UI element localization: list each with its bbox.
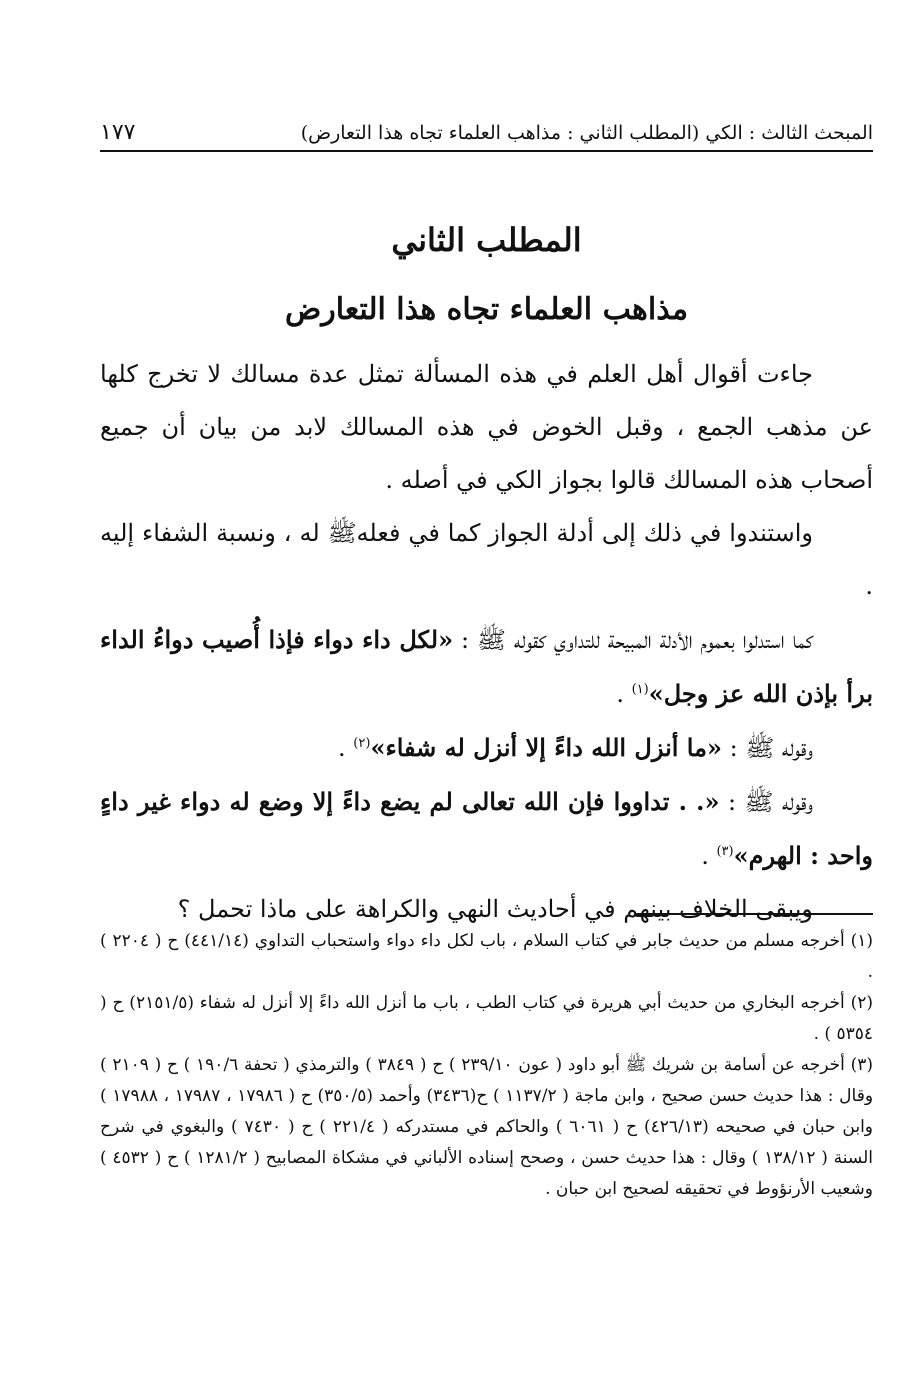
footnote-1: (١) أخرجه مسلم من حديث جابر في كتاب السلام ، باب لكل داء دواء واستحباب التداوي (٤٤١/١٤) ح ( ٢٢٠٤ ) . (100, 931, 873, 982)
hadith-quote-3: «. . تداووا فإن الله تعالى لم يضع داءً إلا وضع له دواء غير داءٍ واحد : الهرم» (100, 787, 873, 870)
paragraph-3 (100, 613, 873, 721)
paragraph-4-intro: وقوله ﷺ : (721, 734, 813, 762)
paragraph-3-intro: كما استدلوا بعموم الأدلة المبيحة للتداوي كقوله ﷺ : (453, 626, 813, 654)
page-number: ١٧٧ (100, 120, 136, 145)
section-subtitle: مذاهب العلماء تجاه هذا التعارض (284, 292, 689, 327)
footnote-2: (٢) أخرجه البخاري من حديث أبي هريرة في كتاب الطب ، باب ما أنزل الله داءً إلا أنزل له شفاء (٢١٥١/٥) ح ( ٥٣٥٤ ) . (100, 993, 874, 1044)
running-header-title: المبحث الثالث : الكي (المطلب الثاني : مذاهب العلماء تجاه هذا التعارض) (300, 122, 873, 144)
paragraph-4 (100, 721, 873, 775)
hadith-quote-2: «ما أنزل الله داءً إلا أنزل له شفاء» (370, 733, 722, 762)
paragraph-5-intro: وقوله ﷺ : (719, 788, 814, 816)
footnotes (100, 926, 873, 1205)
paragraph-3-end: . (616, 680, 632, 708)
paragraph-4-end: . (338, 734, 354, 762)
footnote-ref-2: (٢) (353, 736, 371, 751)
section-heading: المطلب الثاني (391, 221, 582, 259)
footnote-ref-3: (٣) (716, 844, 734, 859)
paragraph-2: واستندوا في ذلك إلى أدلة الجواز كما في فعلهﷺ له ، ونسبة الشفاء إليه . (100, 519, 873, 600)
paragraph-5 (100, 775, 873, 883)
running-header (100, 112, 873, 152)
footnote-3: (٣) أخرجه عن أسامة بن شريك ﷺ أبو داود ( عون ٢٣٩/١٠ ) ح ( ٣٨٤٩ ) والترمذي ( تحفة ١٩٠/٦ ) ح ( ٢١٠٩ ) وقال : هذا حديث حسن صحيح ، وابن ماجة ( ١١٣٧/٢ ) ح(٣٤٣٦) وأحمد (٣٥٠/٥) ح ( ١٧٩٨٦ ، ١٧٩٨٧ ، ١٧٩٨٨ ) وابن حبان في صحيحه (٤٢٦/١٣) ح ( ٦٠٦١ ) والحاكم في مستدركه ( ٢٢١/٤ ) ح ( ٧٤٣٠ ) والبغوي في شرح السنة ( ١٣٨/١٢ ) وقال : هذا حديث حسن ، وصحح إسناده الألباني في مشكاة المصابيح ( ١٢٨١/٢ ) ح ( ٤٥٣٢ ) وشعيب الأرنؤوط في تحقيقه لصحيح ابن حبان . (100, 1055, 874, 1199)
footnote-ref-1: (١) (631, 682, 649, 697)
paragraph-6: ويبقى الخلاف بينهم في أحاديث النهي والكراهة على ماذا تحمل ؟ (177, 895, 813, 923)
book-page (100, 0, 873, 1387)
paragraph-5-end: . (701, 842, 717, 870)
hadith-quote-1: «لكل داء دواء فإذا أُصيب دواءُ الداء برأ بإذن الله عز وجل» (100, 625, 873, 708)
footnote-separator (635, 913, 873, 915)
paragraph-1: جاءت أقوال أهل العلم في هذه المسألة تمثل عدة مسالك لا تخرج كلها عن مذهب الجمع ، وقبل الخوض في هذه المسالك لابد من بيان أن جميع أصحاب هذه المسالك قالوا بجواز الكي في أصله . (100, 360, 873, 494)
body-text (100, 348, 873, 936)
